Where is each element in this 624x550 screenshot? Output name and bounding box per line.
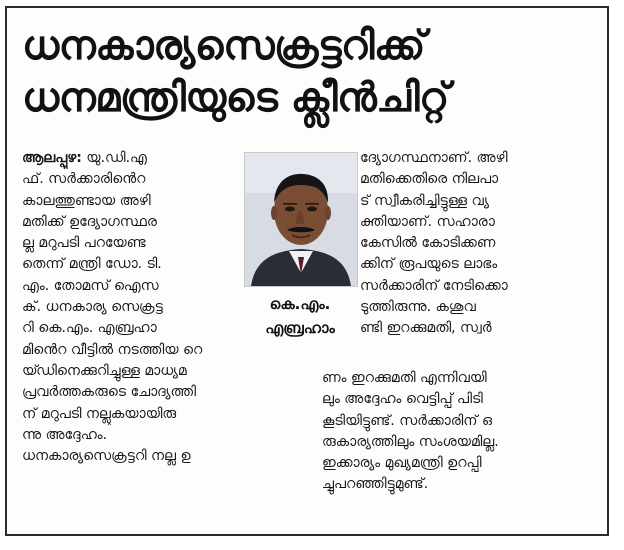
body-line: സർക്കാരിന് നേടിക്കൊ [360,277,508,294]
body-line: ഫ്. സർക്കാരിൻെറ [22,171,146,188]
body-line: പ്രവർത്തകരുടെ ചോദ്യത്തി [22,384,197,401]
body-line: ന്നു അദ്ദേഹം. [22,426,108,443]
body-line: ഇക്കാര്യം മുഖ്യമന്ത്രി ഉറപ്പി [322,455,482,472]
body-line: തെന്ന് മന്ത്രി ഡോ. ടി. [22,256,162,273]
body-line: ണം ഇറക്കുമതി എന്നിവയി [322,370,487,386]
body-line: ട് സ്വീകരിച്ചിട്ടുള്ള വ്യ [360,192,490,209]
portrait-illustration [245,153,357,286]
body-line: ക്തിയാണ്. സഹാരാ [360,213,495,230]
article-column-right [360,148,595,340]
body-line: ണ്ടി ഇറക്കുമതി, സ്വർ [360,320,492,337]
body-line: ധനകാര്യസെക്രട്ടറി നല്ല ഉ [22,448,191,465]
body-line: ലും അദ്ദേഹം വെട്ടിപ്പ് പിടി [322,391,483,408]
body-line: ന് മറുപടി നല്ലുകയായിരു [22,405,177,422]
dateline: ആലപ്പുഴ: [22,150,82,166]
headline-line-2: ധനമന്ത്രിയുടെ ക്ലീൻചിറ്റ് [22,75,449,121]
body-line: എം. തോമസ് ഐസ [22,277,159,294]
portrait-photo [244,152,358,287]
body-line: ദ്യോഗസ്ഥനാണ്. അഴി [360,150,508,166]
caption-line-1: കെ.എം. [269,295,331,313]
article-column-right-lower [322,368,595,496]
body-line: മിൻെറ വീട്ടിൽ നടത്തിയ റെ [22,341,203,358]
headline-line-1: ധനകാര്യസെക്രട്ടറിക്ക് [22,23,425,69]
caption-line-2: എബ്രഹാം [265,319,335,337]
photo-caption [244,292,356,340]
body-line: ടുത്തിരുന്നു. കശുവ [360,299,476,316]
body-line: മതിക്ക് ഉദ്യോഗസ്ഥര [22,213,157,230]
body-line: ച്ചുപറഞ്ഞിട്ടുമുണ്ട്. [322,476,429,493]
body-line: മതിക്കെതിരെ നിലപാ [360,171,499,188]
body-line: ക്. ധനകാര്യ സെക്രട്ട [22,299,163,316]
body-line: കൂടിയിട്ടുണ്ട്. സർക്കാരിന് ഒ [322,412,492,429]
body-line: കാലത്തുണ്ടായ അഴി [22,192,151,209]
headline [22,20,582,124]
body-line: ക്കിന് രൂപയുടെ ലാഭം [360,256,498,273]
first-line-text: യു.ഡി.എ [81,150,147,166]
body-line: കേസിൽ കോടിക്കണ [360,235,496,252]
body-line: റി കെ.എം. എബ്രഹാ [22,320,157,337]
body-line: യ്ഡിനെക്കുറിച്ചുള്ള മാധ്യമ [22,362,187,379]
body-line: രുകാര്യത്തിലും സംശയമില്ല. [322,433,499,450]
body-line: ല്ല മറുപടി പറയേണ്ട [22,235,146,252]
